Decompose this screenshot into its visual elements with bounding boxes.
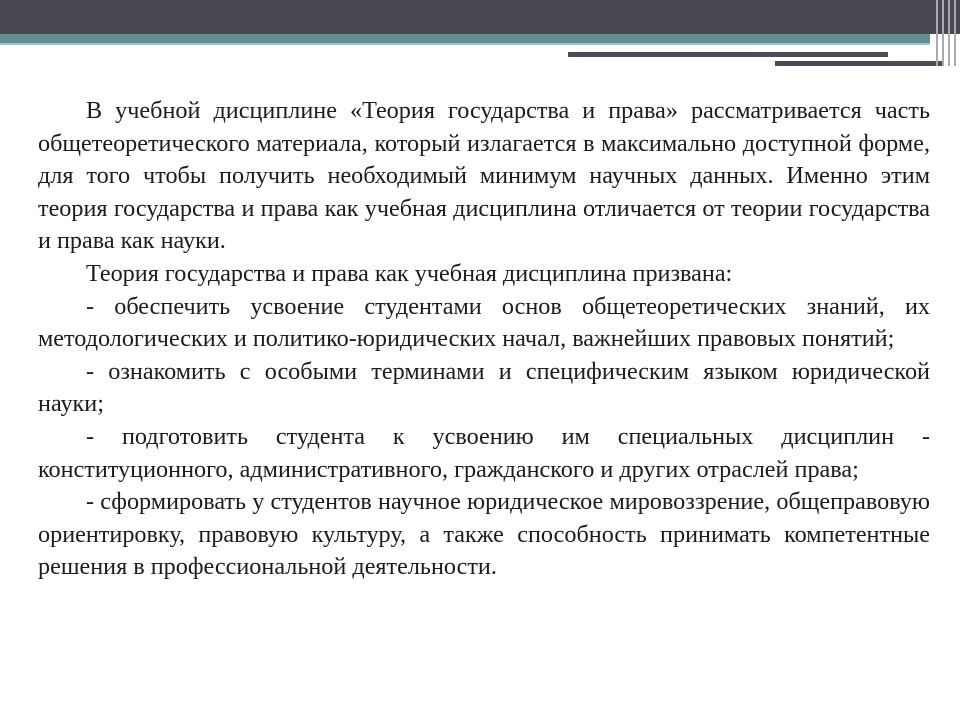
list-item: - обеспечить усвоение студентами основ общетеоретических знаний, их методологических и политико-юридических начал, важнейших правовых понятий; bbox=[38, 292, 930, 353]
slide-body bbox=[38, 95, 930, 584]
intro-paragraph: В учебной дисциплине «Теория государства и права» рассматривается часть общетеоретического материала, который излагается в максимально доступной форме, для того чтобы получить необходимый минимум научных данных. Именно этим теория государства и права как учебная дисциплина отличается от теории государства и права как науки. bbox=[38, 97, 930, 255]
header-band bbox=[0, 0, 960, 34]
header-teal-highlight bbox=[0, 43, 930, 45]
corner-stripes bbox=[930, 0, 960, 66]
list-item: - ознакомить с особыми терминами и специфическим языком юридической науки; bbox=[38, 357, 930, 418]
accent-bar-upper bbox=[568, 52, 888, 57]
list-item: - подготовить студента к усвоению им специальных дисциплин - конституционного, административного, гражданского и других отраслей права; bbox=[38, 422, 930, 483]
accent-bar-lower bbox=[775, 61, 943, 66]
list-item: - сформировать у студентов научное юридическое мировоззрение, общеправовую ориентировку, правовую культуру, а также способность принимать компетентные решения в профессиональной деятельности. bbox=[38, 488, 930, 581]
purpose-heading: Теория государства и права как учебная дисциплина призвана: bbox=[86, 259, 733, 287]
header-teal-stripe bbox=[0, 34, 930, 43]
